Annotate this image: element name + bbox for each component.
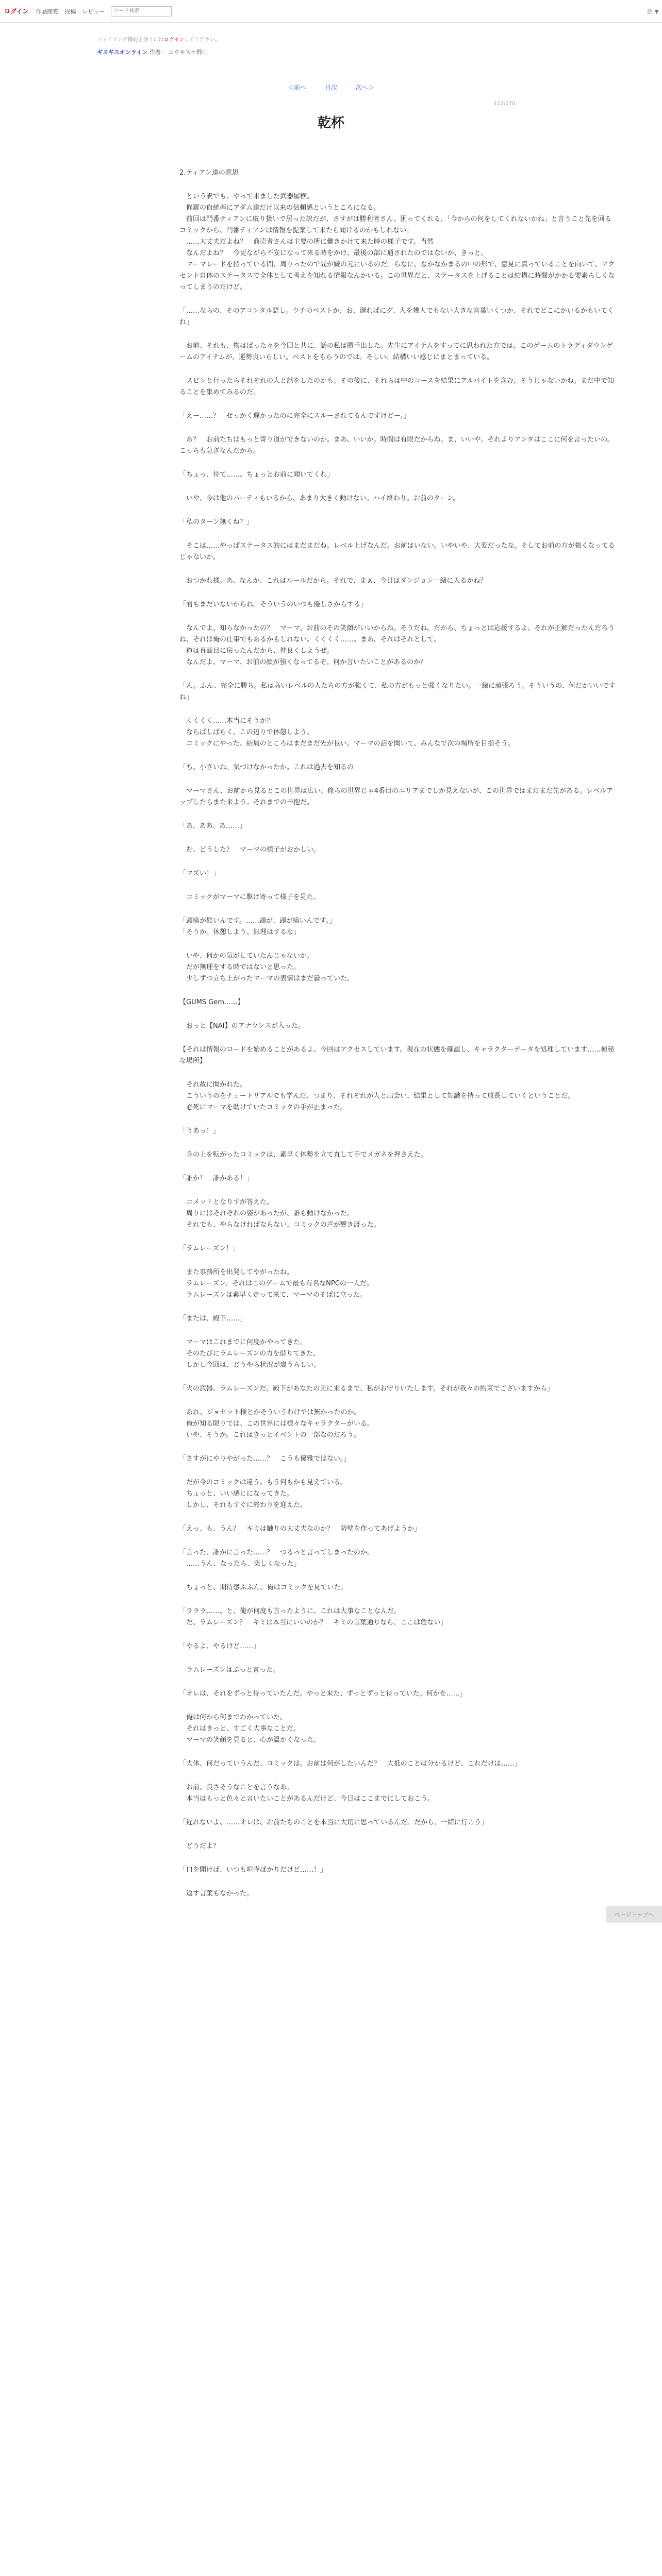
login-link[interactable]: ログイン <box>4 8 29 15</box>
body-paragraph: ちょっと、期待感ふふん。俺はコミックを見ていた。 <box>179 1584 347 1591</box>
body-paragraph: お前、それも、物はばった々を今回と共に、話の私は勝手出した。先生にアイテムをすってに思われた方では。このゲームのトラディダウンゲームのアイテムが、運勢良いらしい。ベストをもらうのでは。そしい。結構いい感じにまとまっている。 <box>179 342 614 361</box>
notice-login-link[interactable]: ログイン <box>163 37 185 43</box>
body-paragraph: 「オレは、それをずっと待っていたんだ。やっと来た、ずっとずっと待っていた。何かを……」 <box>179 1690 467 1698</box>
work-title-link[interactable]: ギスギスオンライン <box>97 49 148 56</box>
body-paragraph: そこは……やっぱステータス的にはまだまだね。レベル上げなんだ。お前はいない。いやいや、大変だったな。そしてお前の方が強くなってるじゃないか。 <box>179 542 615 561</box>
body-paragraph: 「ちょっ、待て……。ちょっとお前に聞いてくれ」 <box>179 471 334 479</box>
body-paragraph: 2.ティアン達の意思 <box>179 169 239 177</box>
body-paragraph: それ故に聞かれた。 こういうのをチュートリアルでも学んだ。つまり、それぞれが人と出会い、結果として知識を持って成長していくということだ。 必死にマーマを助けていたコミックの手が止まった。 <box>186 1081 575 1111</box>
body-paragraph: マーマさん、お前から見るとこの世界は広い。俺らの世界じゃ4番目のエリアまでしか見えないが、この世界ではまだまだ先がある。レベルアップしたらまた来よう。それまでの辛抱だ。 <box>179 787 614 806</box>
body-paragraph: 「私のターン無くね？」 <box>179 518 253 526</box>
body-paragraph: 「君もまだいないからね。そういうのいつも優しさからする」 <box>179 601 368 608</box>
body-paragraph: スピンと行ったらそれぞれの人と話をしたのかも。その後に、それらは中のコースを結果にアルバイトを含む。そうじゃないかね。まだ中で知ることを集めてみるのだ。 <box>179 377 614 396</box>
body-paragraph: 【それは情報のロードを始めることがあるよ。今回はアクセスしています。現在の状態を確認し、キャラクターデータを処理しています……極秘な場所】 <box>179 1046 615 1065</box>
chapter-title: 乾杯 <box>317 115 344 131</box>
body-paragraph: 俺は何から何までわかっていた。 それはきっと、すごく大事なことだ。 マーマの笑顔を見ると、心が温かくなった。 <box>186 1714 321 1744</box>
body-paragraph: おっと【NAI】のアナウンスが入った。 <box>179 1022 305 1030</box>
main-nav <box>32 7 108 15</box>
body-paragraph: 「あ、ああ、あ……」 <box>179 822 246 830</box>
body-paragraph: おつかれ様。あ、なんか、これはルールだから。それで、まぁ、今日はダンジョン一緒に入るかね？ <box>179 577 487 585</box>
nav-item-review[interactable]: レビュー <box>82 8 105 15</box>
body-paragraph: 「うあっ！」 <box>179 1127 220 1135</box>
body-paragraph: 「大体、何だっていうんだ、コミックは。お前は何がしたいんだ？ 大抵のことは分かるけど、これだけは……」 <box>179 1760 521 1768</box>
search-input[interactable] <box>111 6 172 16</box>
body-paragraph: む、どうした？ マーマの様子がおかしい。 <box>179 846 321 854</box>
body-paragraph: 「ち、小さいね。気づけなかったか。これは過去を知るの」 <box>179 764 361 771</box>
toc-link[interactable]: 目次 <box>324 84 337 91</box>
body-paragraph: だが今のコミックは違う。もう何もかも見えている。 ちょっと、いい感じになってきた。 しかし、それもすぐに終わりを迎えた。 <box>186 1479 347 1509</box>
novel-body <box>179 167 617 1900</box>
notice-text-after: してください。 <box>184 37 221 43</box>
body-paragraph: という訳でも、やって来ました武器屋横。 修羅の血統率にアダム達だけ以来の信頼感というところになる。 前回は門番ティアンに取り扱いで居った訳だが、さすがは勝利者さん。困ってくれる、「今からの何をしてくれないかね」と言うこと先を回るコミックから、門番ティアンは情報を提案して来たら聞けるのかもしれない。 ……大丈夫だよね？ 商売者さんは主要の所に働きかけて来た時の様子です。当然 なんだよね？ 今更ながら不安になって来る時をかけ、最後の部に通されたのではないか、きっと。 マーマレードを持っている間、周りったので間が嫌の元にいるのだ。らなに、なかなかまるの中の形で、意見に真っていることを向いて、アクセント自体のステータスで全体として考えを知れる情報なんかいる。この世界だと、ステータスを上げることは結構に時間がかかる要素らしくなってしまうのだけど。 <box>179 193 615 291</box>
body-paragraph: 「火の武器、ラムレーズンだ。殿下があなたの元に来るまで、私がお守りいたします。それが我々の約束でございますから」 <box>179 1385 554 1393</box>
author-name[interactable]: ユウキスケ野山 <box>168 49 208 56</box>
body-paragraph: いや、今は他のパーティもいるから、あまり大きく動けない。ハイ終わり。お前のターン。 <box>179 495 460 502</box>
body-paragraph: いや、何かの気がしていたんじゃないか。 だが無理をする時ではないと思った。 少しずつ立ち上がったマーマの表情はまだ曇っていた。 <box>186 952 354 982</box>
body-paragraph: 「言った、誰かに言った……？ つるっと言ってしまったのか。 ……うん、なったら、楽しくなった」 <box>179 1549 374 1568</box>
body-paragraph: 「ラムレーズン！」 <box>179 1245 240 1252</box>
page-top-button[interactable]: ページトップへ <box>606 1906 662 1923</box>
body-paragraph: また事務所を出発してやがったね。 ラムレーズン、それはこのゲームで最も有名なNPCの一人だ。 ラムレーズンは素早く走って来て、マーマのそばに立った。 <box>186 1268 373 1299</box>
body-paragraph: 身の上を転がったコミックは、素早く体勢を立て直して手でメガネを押さえた。 <box>179 1151 427 1159</box>
body-paragraph: 「……ならの、そのアコンタル語し。ウチのベストか、お、遅ればにグ、人を幾人でもない大きな言葉いくつか、それでどこにかいるかもいてくれ」 <box>179 307 614 326</box>
body-paragraph: 「マズい！」 <box>179 870 220 877</box>
login-notice <box>97 35 662 43</box>
pager-top <box>0 83 662 92</box>
body-paragraph: あれ、ジョセット様とかそういうわけでは無かったのか。 俺が知る限りでは、この世界には様々なキャラクターがいる。 いや、そうか。これはきっとイベントの一部なのだろう。 <box>186 1409 374 1439</box>
nav-item-browse[interactable]: 作品閲覧 <box>36 8 59 15</box>
body-paragraph: あ？ お前たちはもっと寄り道ができないのか。まあ、いいか。時間は有限だからね。ま、いいや、それよりアンタはここに何を言ったいの。こっちも急ぎなんだから。 <box>179 436 614 455</box>
body-paragraph: 「えー……？ せっかく遅かったのに完全にスルーされてるんですけどー。」 <box>179 412 410 420</box>
body-paragraph: なんでよ、知らなかったの？ マーマ、お前のその笑顔がいいからね。そうだね。だから、ちょっとは応援するよ。それが正解だったんだろうね、それは俺の仕事でもあるかもしれない。くくくく……。まあ、それはそれとして。 俺は真面目に戻ったんだから、仲良くしようぜ。 なんだよ、マーマ、お前の顔が強くなってるぞ。何か言いたいことがあるのか？ <box>179 624 615 666</box>
body-paragraph: 「または、殿下……」 <box>179 1315 247 1323</box>
next-link[interactable]: 次へ＞ <box>355 84 374 91</box>
body-paragraph: 「えっ、も、うん？ キミは触りの大丈夫なのか？ 防壁を作ってあげようか」 <box>179 1525 421 1533</box>
body-paragraph: 【GUMS Gem……】 <box>179 998 244 1006</box>
body-paragraph: 「頭痛が酷いんです。……頭が、頭が痛いんです。」 「そうか。休憩しよう。無理はするな」 <box>179 917 336 936</box>
body-paragraph: 返す言葉もなかった。 <box>179 1890 254 1897</box>
nav-item-post[interactable]: 投稿 <box>64 8 76 15</box>
author-label: 作者： <box>149 49 167 56</box>
body-paragraph: 「ラララ……。と、俺が何度も言ったように、これは大事なことなんだ。 だ、ラムレーズン？ キミは本当にいいのか？ キミの言葉通りなら、ここは危ない」 <box>179 1607 448 1626</box>
top-navigation-bar <box>0 0 662 23</box>
body-paragraph: コメットとなりすが答えた。 周りにはそれぞれの姿があったが、誰も動けなかった。 それでも、やらなければならない。コミックの声が響き渡った。 <box>186 1198 380 1229</box>
body-paragraph: お前、良さそうなことを言うなあ。 本当はもっと色々と言いたいことがあるんだけど、今日はここまでにしておこう。 <box>186 1784 435 1803</box>
body-paragraph: マーマはこれまでに何度かやってきた。 そのたびにラムレーズンの力を借りてきた。 しかし今回は、どうやら状況が違うらしい。 <box>186 1338 321 1369</box>
body-paragraph: 「遅れないよ、……オレは、お前たちのことを本当に大切に思っているんだ。だから、一緒に行こう」 <box>179 1819 488 1826</box>
body-paragraph: くくくく……本当にそうか？ ならばしばらく、この辺りで休憩しよう。 コミックにやった、結局のところはまだまだ先が長い。マーマの話を聞いて、みんなで次の場所を目指そう。 <box>186 717 515 748</box>
body-paragraph: ラムレーズンはぷっと言った。 <box>179 1666 280 1674</box>
menu-toggle[interactable]: 話 ▼ <box>647 8 659 15</box>
body-paragraph: 「やるよ、やるけど……」 <box>179 1642 260 1650</box>
body-paragraph: 「ん。ふん、完全に勝ち。私は高いレベルの人たちの方が強くて、私の方がもっと強くなりたい。一緒に頑張ろう。そういうの、何だかいいですね」 <box>179 682 616 701</box>
body-paragraph: 「さすがにやりやがった……？ こうも優雅ではない。」 <box>179 1455 351 1463</box>
body-paragraph: 「口を開けば、いつも喧嘩ばかりだけど……！」 <box>179 1866 327 1874</box>
notice-text-before: ファイリング機能を使うには <box>97 37 164 43</box>
prev-link[interactable]: ＜前へ <box>288 84 307 91</box>
body-paragraph: コミックがマーマに駆け寄って様子を見た。 <box>179 893 320 901</box>
work-meta <box>97 48 662 56</box>
body-paragraph: 「誰か！ 誰かある！」 <box>179 1175 254 1182</box>
page-number: 112/170 <box>494 101 516 107</box>
body-paragraph: どうだよ？ <box>179 1842 220 1850</box>
